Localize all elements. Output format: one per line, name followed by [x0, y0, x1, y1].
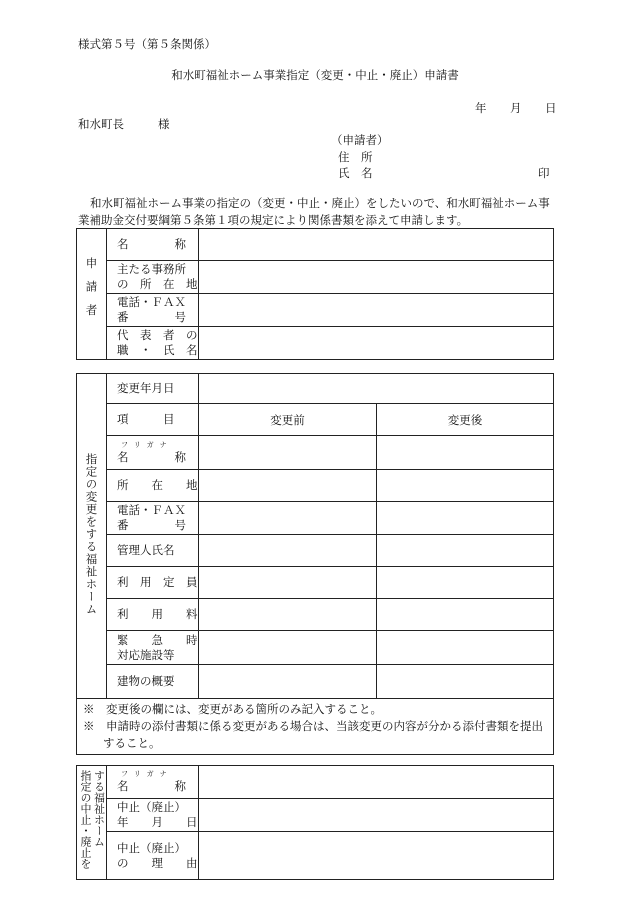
change-building-label: 建物の概要	[107, 665, 199, 699]
applicant-name-label: 名 称	[107, 229, 199, 261]
change-facility-name-label: フリガナ 名 称	[107, 436, 199, 470]
intro-text: 和水町福祉ホーム事業の指定の（変更・中止・廃止）をしたいので、和水町福祉ホーム事業補助金交付要綱第５条第１項の規定により関係書類を添えて申請します。	[78, 196, 550, 227]
addressee: 和水町長	[78, 117, 124, 131]
stop-facility-name-field[interactable]	[199, 766, 554, 799]
form-number: 様式第５号（第５条関係）	[78, 37, 216, 51]
applicant-phone-label: 電話・ＦＡＸ 番 号	[107, 294, 199, 327]
applicant-caption: （申請者）	[331, 133, 389, 147]
applicant-phone-field[interactable]	[199, 294, 554, 327]
change-header-before: 変更前	[199, 404, 377, 436]
name-label: 氏 名	[338, 166, 373, 180]
address-label: 住 所	[338, 150, 373, 164]
seal-mark: 印	[538, 166, 550, 180]
date-day-label: 日	[545, 101, 557, 115]
note-2: ※ 申請時の添付書類に係る変更がある場合は、当該変更の内容が分かる添付書類を提出すること。	[83, 719, 543, 750]
change-location-after[interactable]	[377, 470, 554, 502]
stop-side-label-2: する福祉ホーム	[91, 766, 107, 880]
applicant-side-label: 申請者	[77, 229, 107, 360]
applicant-name-field[interactable]	[199, 229, 554, 261]
change-capacity-before[interactable]	[199, 567, 377, 599]
change-capacity-after[interactable]	[377, 567, 554, 599]
honorific: 様	[158, 117, 170, 131]
change-table	[76, 373, 554, 755]
change-location-before[interactable]	[199, 470, 377, 502]
change-date-label: 変更年月日	[107, 374, 199, 404]
change-manager-label: 管理人氏名	[107, 535, 199, 567]
change-date-field[interactable]	[199, 374, 554, 404]
change-notes	[77, 699, 554, 755]
change-location-label: 所 在 地	[107, 470, 199, 502]
applicant-table	[76, 228, 554, 360]
change-phone-after[interactable]	[377, 502, 554, 535]
change-emergency-before[interactable]	[199, 631, 377, 665]
stop-reason-label: 中止（廃止） の 理 由	[107, 832, 199, 880]
change-header-after: 変更後	[377, 404, 554, 436]
change-manager-before[interactable]	[199, 535, 377, 567]
change-side-label: 指定の変更をする福祉ホーム	[77, 374, 107, 699]
change-phone-before[interactable]	[199, 502, 377, 535]
change-phone-label: 電話・ＦＡＸ 番 号	[107, 502, 199, 535]
change-facility-name-before[interactable]	[199, 436, 377, 470]
change-manager-after[interactable]	[377, 535, 554, 567]
stop-side-label-1: 指定の中止・廃止を	[77, 766, 91, 880]
note-1: ※ 変更後の欄には、変更がある箇所のみ記入すること。	[83, 702, 382, 716]
applicant-office-field[interactable]	[199, 261, 554, 294]
change-emergency-label: 緊 急 時 対応施設等	[107, 631, 199, 665]
document-title: 和水町福祉ホーム事業指定（変更・中止・廃止）申請書	[171, 68, 459, 82]
applicant-representative-field[interactable]	[199, 327, 554, 360]
change-header-item: 項 目	[107, 404, 199, 436]
change-fee-before[interactable]	[199, 599, 377, 631]
stop-date-label: 中止（廃止） 年 月 日	[107, 799, 199, 832]
change-facility-name-after[interactable]	[377, 436, 554, 470]
applicant-representative-label: 代 表 者 の 職 ・ 氏 名	[107, 327, 199, 360]
date-month-label: 月	[510, 101, 522, 115]
change-building-before[interactable]	[199, 665, 377, 699]
change-emergency-after[interactable]	[377, 631, 554, 665]
date-year-label: 年	[475, 101, 487, 115]
change-capacity-label: 利 用 定 員	[107, 567, 199, 599]
change-building-after[interactable]	[377, 665, 554, 699]
stop-reason-field[interactable]	[199, 832, 554, 880]
applicant-office-label: 主たる事務所 の 所 在 地	[107, 261, 199, 294]
change-fee-after[interactable]	[377, 599, 554, 631]
stop-date-field[interactable]	[199, 799, 554, 832]
change-fee-label: 利 用 料	[107, 599, 199, 631]
stop-facility-name-label: フリガナ 名 称	[107, 766, 199, 799]
stop-table	[76, 765, 554, 880]
